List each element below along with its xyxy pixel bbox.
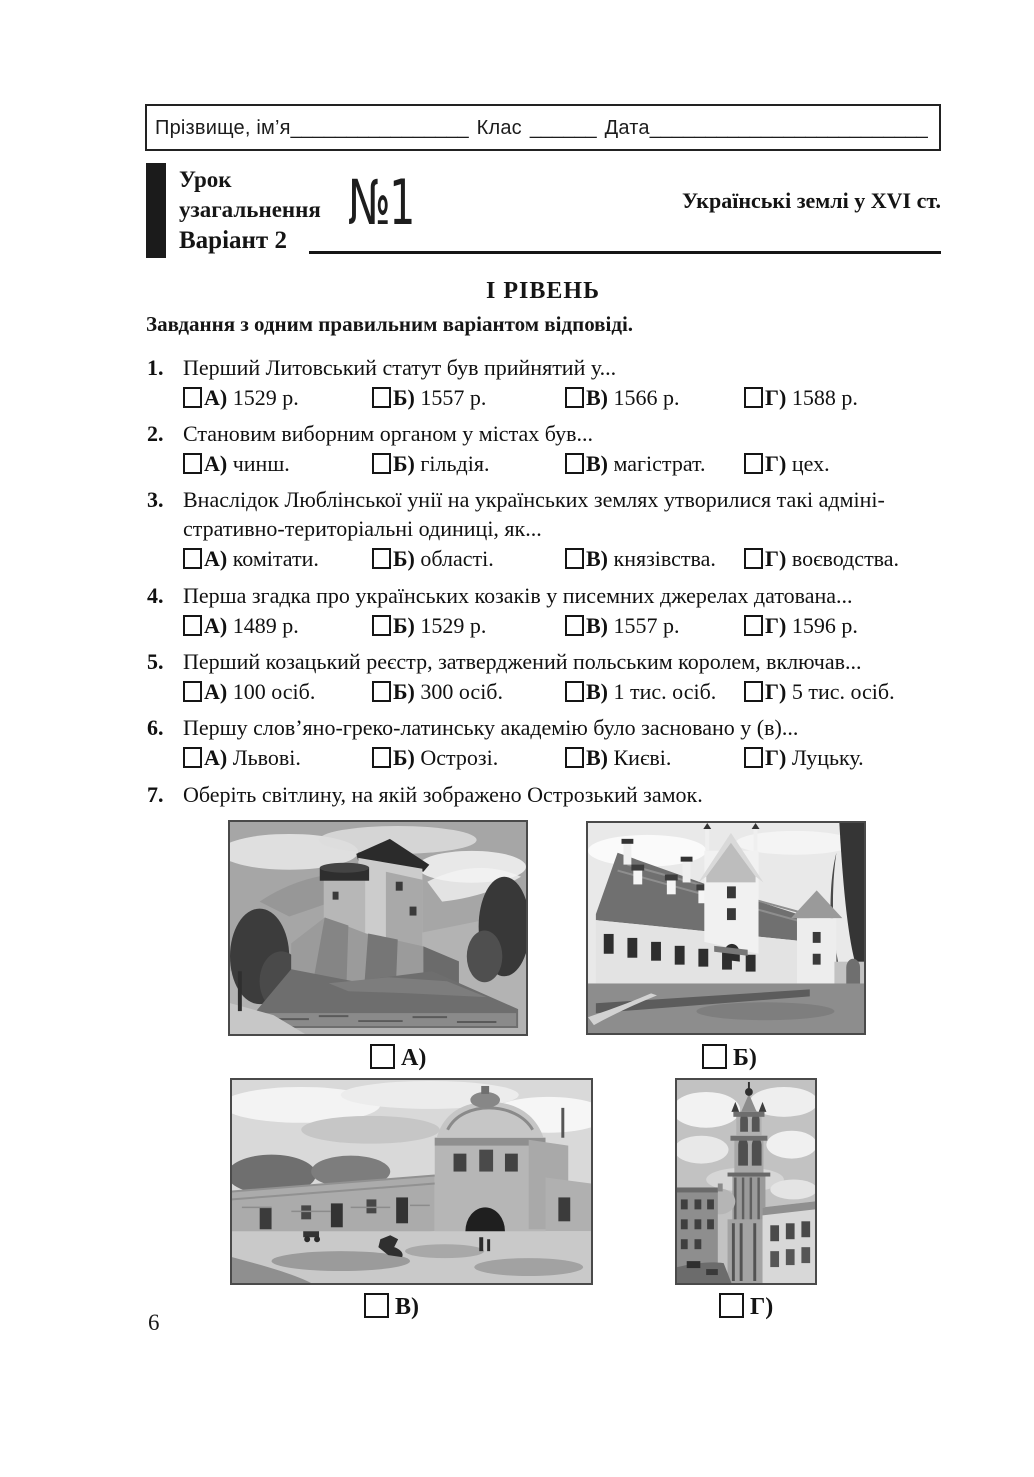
option-text: 5 тис. осіб.	[791, 679, 895, 704]
answer-checkbox-q6-b[interactable]	[372, 747, 391, 768]
option-letter: Б)	[393, 679, 415, 704]
option-text: магістрат.	[613, 451, 706, 476]
option-text: 1588 р.	[791, 385, 858, 410]
option-text: комітати.	[232, 546, 319, 571]
option-text: 300 осіб.	[420, 679, 503, 704]
answer-checkbox-q3-b[interactable]	[372, 548, 391, 569]
option-letter: А)	[204, 745, 228, 770]
variant-label: Варіант 2	[179, 227, 287, 254]
answer-checkbox-q1-a[interactable]	[183, 387, 202, 408]
question-3-option-g	[744, 546, 899, 572]
answer-checkbox-q4-g[interactable]	[744, 615, 763, 636]
lesson-type	[179, 165, 321, 225]
option-text: Києві.	[613, 745, 672, 770]
lesson-marker-bar	[146, 163, 166, 258]
answer-checkbox-q3-a[interactable]	[183, 548, 202, 569]
question-7-text: Оберіть світлину, на якій зображено Острозький замок.	[183, 782, 703, 807]
answer-checkbox-q2-v[interactable]	[565, 453, 584, 474]
option-letter: Г)	[765, 451, 787, 476]
option-letter: В)	[586, 385, 608, 410]
answer-checkbox-q5-v[interactable]	[565, 681, 584, 702]
question-5-option-g	[744, 679, 895, 705]
question-6-option-v	[565, 745, 671, 771]
answer-checkbox-q7-a[interactable]	[370, 1044, 395, 1069]
fortress-gate-image	[232, 1080, 591, 1283]
answer-checkbox-q2-a[interactable]	[183, 453, 202, 474]
option-letter: Г)	[765, 679, 787, 704]
answer-checkbox-q7-v[interactable]	[364, 1293, 389, 1318]
name-blank-line[interactable]: ________________	[290, 117, 469, 139]
option-text: Луцьку.	[791, 745, 864, 770]
question-4-option-a	[183, 613, 299, 639]
question-3-text-line2: стративно-територіальні одиниці, як...	[183, 516, 542, 541]
option-letter: А)	[204, 546, 228, 571]
answer-checkbox-q3-g[interactable]	[744, 548, 763, 569]
answer-checkbox-q6-a[interactable]	[183, 747, 202, 768]
question-2-option-v	[565, 451, 705, 477]
question-6-text: Першу слов’яно-греко-латинську академію було засновано у (в)...	[183, 715, 799, 740]
question-7-number: 7.	[147, 782, 164, 807]
name-label: Прізвище, ім’я	[155, 117, 291, 139]
option-text: 1489 р.	[232, 613, 299, 638]
question-1-option-g	[744, 385, 858, 411]
lesson-type-line1: Урок	[179, 167, 232, 192]
option-letter: Б)	[393, 745, 415, 770]
option-text: 1566 р.	[613, 385, 680, 410]
question-4-number: 4.	[147, 583, 164, 608]
option-letter: Б)	[393, 451, 415, 476]
photo-letter-a: А)	[401, 1045, 427, 1071]
option-text: воєводства.	[791, 546, 900, 571]
answer-checkbox-q4-b[interactable]	[372, 615, 391, 636]
option-letter: Г)	[765, 613, 787, 638]
answer-checkbox-q5-a[interactable]	[183, 681, 202, 702]
option-letter: А)	[204, 451, 228, 476]
question-2-option-b	[372, 451, 489, 477]
photo-label-v	[364, 1293, 419, 1321]
question-1-option-b	[372, 385, 486, 411]
question-2-option-g	[744, 451, 830, 477]
question-5-option-v	[565, 679, 716, 705]
date-label: Дата	[604, 117, 650, 139]
option-letter: В)	[586, 451, 608, 476]
question-2-option-a	[183, 451, 290, 477]
option-text: чинш.	[232, 451, 290, 476]
answer-checkbox-q5-b[interactable]	[372, 681, 391, 702]
option-letter: Б)	[393, 613, 415, 638]
castle-on-hill-image	[230, 822, 526, 1034]
option-letter: В)	[586, 613, 608, 638]
option-letter: В)	[586, 546, 608, 571]
answer-checkbox-q7-b[interactable]	[702, 1044, 727, 1069]
photo-label-b	[702, 1044, 757, 1072]
option-text: 1596 р.	[791, 613, 858, 638]
question-3-option-b	[372, 546, 494, 572]
option-text: області.	[420, 546, 494, 571]
option-text: 1557 р.	[613, 613, 680, 638]
answer-checkbox-q3-v[interactable]	[565, 548, 584, 569]
option-letter: Г)	[765, 385, 787, 410]
question-5-number: 5.	[147, 649, 164, 674]
question-6-option-b	[372, 745, 498, 771]
option-text: 1557 р.	[420, 385, 487, 410]
photo-option-b	[586, 821, 866, 1035]
question-5-option-b	[372, 679, 503, 705]
photo-option-g	[675, 1078, 817, 1285]
question-6-number: 6.	[147, 715, 164, 740]
answer-checkbox-q5-g[interactable]	[744, 681, 763, 702]
option-text: князівства.	[613, 546, 716, 571]
option-letter: В)	[586, 745, 608, 770]
option-text: цех.	[791, 451, 830, 476]
photo-letter-b: Б)	[733, 1045, 757, 1071]
answer-checkbox-q6-v[interactable]	[565, 747, 584, 768]
answer-checkbox-q1-v[interactable]	[565, 387, 584, 408]
question-5-text: Перший козацький реєстр, затверджений польським королем, включав...	[183, 649, 862, 674]
answer-checkbox-q7-g[interactable]	[719, 1293, 744, 1318]
lesson-type-line2: узагальнення	[179, 197, 321, 222]
option-text: Острозі.	[420, 745, 499, 770]
question-5-option-a	[183, 679, 315, 705]
lesson-number: №1	[348, 166, 414, 239]
question-4-option-b	[372, 613, 486, 639]
variant-underline	[309, 251, 941, 254]
option-text: 100 осіб.	[232, 679, 316, 704]
question-4-text: Перша згадка про українських козаків у писемних джерелах датована...	[183, 583, 853, 608]
question-1-number: 1.	[147, 355, 164, 380]
question-2-number: 2.	[147, 421, 164, 446]
question-1-option-v	[565, 385, 680, 411]
question-3-text-line1: Внаслідок Люблінської унії на українських землях утворилися такі адміні-	[183, 487, 885, 512]
class-label: Клас	[476, 117, 522, 139]
instruction-text: Завдання з одним правильним варіантом відповіді.	[146, 312, 634, 336]
option-text: 1 тис. осіб.	[613, 679, 717, 704]
answer-checkbox-q1-g[interactable]	[744, 387, 763, 408]
level-heading: І РІВЕНЬ	[486, 278, 600, 304]
photo-option-a	[228, 820, 528, 1036]
option-letter: Б)	[393, 385, 415, 410]
photo-letter-g: Г)	[750, 1294, 774, 1320]
question-4-option-v	[565, 613, 680, 639]
lesson-topic-title: Українські землі у XVI ст.	[681, 188, 941, 213]
answer-checkbox-q6-g[interactable]	[744, 747, 763, 768]
photo-option-v	[230, 1078, 593, 1285]
answer-checkbox-q4-a[interactable]	[183, 615, 202, 636]
option-letter: А)	[204, 385, 228, 410]
option-letter: А)	[204, 613, 228, 638]
question-3-option-a	[183, 546, 319, 572]
question-6-option-a	[183, 745, 301, 771]
question-3-option-v	[565, 546, 716, 572]
option-text: Львові.	[232, 745, 301, 770]
date-blank-line[interactable]: _________________________	[649, 117, 928, 139]
bell-tower-image	[677, 1080, 815, 1283]
option-letter: Г)	[765, 745, 787, 770]
question-6-option-g	[744, 745, 864, 771]
question-1-text: Перший Литовський статут був прийнятий у...	[183, 355, 617, 380]
question-2-text: Становим виборним органом у містах був...	[183, 421, 593, 446]
page-number: 6	[148, 1310, 160, 1335]
answer-checkbox-q2-g[interactable]	[744, 453, 763, 474]
option-text: 1529 р.	[420, 613, 487, 638]
photo-label-g	[719, 1293, 773, 1321]
photo-letter-v: В)	[395, 1294, 419, 1320]
option-text: 1529 р.	[232, 385, 299, 410]
question-4-option-g	[744, 613, 858, 639]
student-info-box	[145, 104, 941, 151]
question-3-number: 3.	[147, 487, 164, 512]
option-text: гільдія.	[420, 451, 490, 476]
option-letter: Б)	[393, 546, 415, 571]
option-letter: В)	[586, 679, 608, 704]
option-letter: А)	[204, 679, 228, 704]
answer-checkbox-q1-b[interactable]	[372, 387, 391, 408]
answer-checkbox-q4-v[interactable]	[565, 615, 584, 636]
class-blank-line[interactable]: ______	[529, 117, 597, 139]
photo-label-a	[370, 1044, 426, 1072]
white-castle-building-image	[588, 823, 864, 1033]
answer-checkbox-q2-b[interactable]	[372, 453, 391, 474]
option-letter: Г)	[765, 546, 787, 571]
question-1-option-a	[183, 385, 299, 411]
